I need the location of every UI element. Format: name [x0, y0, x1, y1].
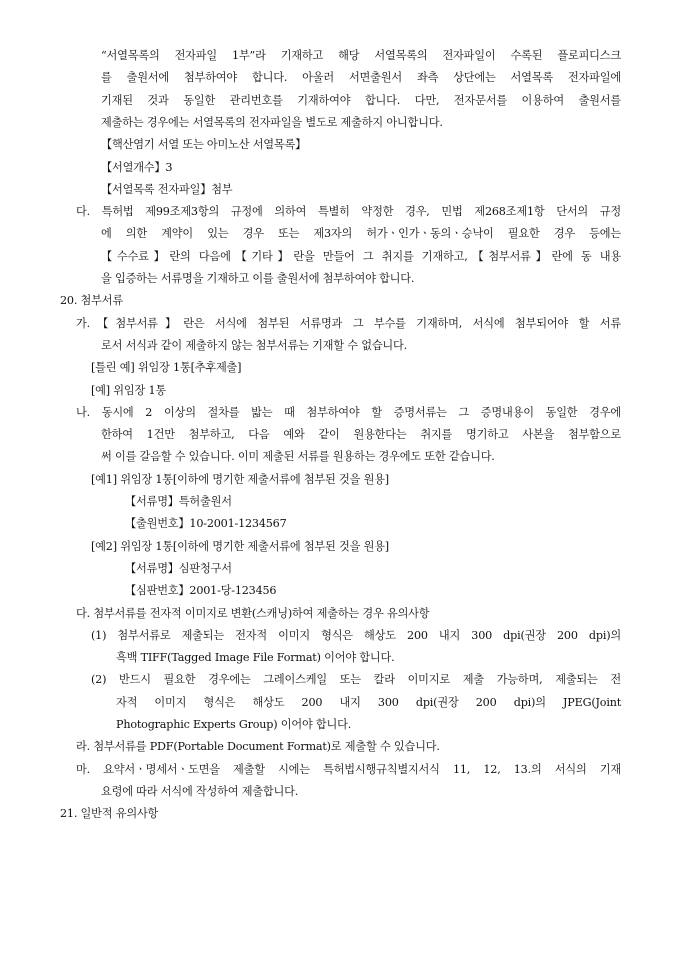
text-line: 을 입증하는 서류명을 기재하고 이를 출원서에 첨부하여야 합니다.	[101, 272, 415, 285]
text-line: 자적 이미지 형식은 해상도 200 내지 300 dpi(권장 200 dpi)의 JPEG(Joint	[116, 695, 621, 709]
text-line: 를 출원서에 첨부하여야 합니다. 아울러 서면출원서 좌측 상단에는 서열목록 전자파일에	[101, 71, 621, 85]
text-line: (2) 반드시 필요한 경우에는 그레이스케일 또는 칼라 이미지로 제출 가능하며, 제출되는 전	[91, 673, 621, 687]
text-line: 제출하는 경우에는 서열목록의 전자파일을 별도로 제출하지 아니합니다.	[101, 115, 443, 129]
text-line: 에 의한 계약이 있는 경우 또는 제3자의 허가ㆍ인가ㆍ동의ㆍ승낙이 필요한 경우 등에는	[101, 227, 621, 241]
text-line: 마. 요약서ㆍ명세서ㆍ도면을 제출할 시에는 특허법시행규칙별지서식 11, 12, 13.의 서식의 기재	[76, 762, 621, 776]
text-line: 써 이를 갈음할 수 있습니다. 이미 제출된 서류를 원용하는 경우에도 또한 같습니다.	[101, 450, 495, 464]
section-heading-21: 21. 일반적 유의사항	[60, 807, 159, 821]
text-line: 흑백 TIFF(Tagged Image File Format) 이어야 합니다.	[116, 651, 395, 665]
section-heading-20: 20. 첨부서류	[60, 294, 123, 308]
text-line: 라. 첨부서류를 PDF(Portable Document Format)로 제출할 수 있습니다.	[76, 740, 440, 754]
text-line: 한하여 1건만 첨부하고, 다음 예와 같이 원용한다는 취지를 명기하고 사본을 첨부함으로	[101, 428, 621, 442]
text-line: 【서열목록 전자파일】첨부	[101, 182, 233, 196]
text-line: [예] 위임장 1통	[91, 383, 166, 397]
text-line: 【서류명】심판청구서	[125, 561, 232, 575]
text-line: 【핵산염기 서열 또는 아미노산 서열목록】	[101, 138, 307, 152]
text-line: 【서류명】특허출원서	[125, 495, 232, 508]
text-line: 다. 특허법 제99조제3항의 규정에 의하여 특별히 약정한 경우, 민법 제268조제1항 단서의 규정	[76, 205, 621, 219]
text-line: [예1] 위임장 1통[이하에 명기한 제출서류에 첨부된 것을 원용]	[91, 472, 389, 486]
text-line: 요령에 따라 서식에 작성하여 제출합니다.	[101, 784, 299, 798]
text-line: 【서열개수】3	[101, 160, 173, 174]
text-line: [예2] 위임장 1통[이하에 명기한 제출서류에 첨부된 것을 원용]	[91, 539, 389, 553]
text-line: 다. 첨부서류를 전자적 이미지로 변환(스캐닝)하여 제출하는 경우 유의사항	[76, 606, 430, 620]
text-line: Photographic Experts Group) 이어야 합니다.	[116, 718, 352, 731]
text-line: 【심판번호】2001-당-123456	[125, 584, 277, 598]
text-line: 【수수료】란의 다음에【기타】란을 만들어 그 취지를 기재하고,【첨부서류】란에 동 내용	[101, 249, 621, 263]
text-line: 가.【첨부서류】란은 서식에 첨부된 서류명과 그 부수를 기재하며, 서식에 첨부되어야 할 서류	[76, 316, 621, 330]
text-line: “서열목록의 전자파일 1부”라 기재하고 해당 서열목록의 전자파일이 수록된 플로피디스크	[101, 49, 621, 62]
text-line: 로서 서식과 같이 제출하지 않는 첨부서류는 기재할 수 없습니다.	[101, 338, 407, 352]
text-line: [틀린 예] 위임장 1통[추후제출]	[91, 361, 242, 375]
text-line: 기재된 것과 동일한 관리번호를 기재하여야 합니다. 다만, 전자문서를 이용하여 출원서를	[101, 93, 621, 107]
text-line: 【출원번호】10-2001-1234567	[125, 517, 287, 531]
text-line: 나. 동시에 2 이상의 절차를 밟는 때 첨부하여야 할 증명서류는 그 증명내용이 동일한 경우에	[76, 405, 621, 419]
text-line: (1) 첨부서류로 제출되는 전자적 이미지 형식은 해상도 200 내지 300 dpi(권장 200 dpi)의	[91, 628, 621, 642]
